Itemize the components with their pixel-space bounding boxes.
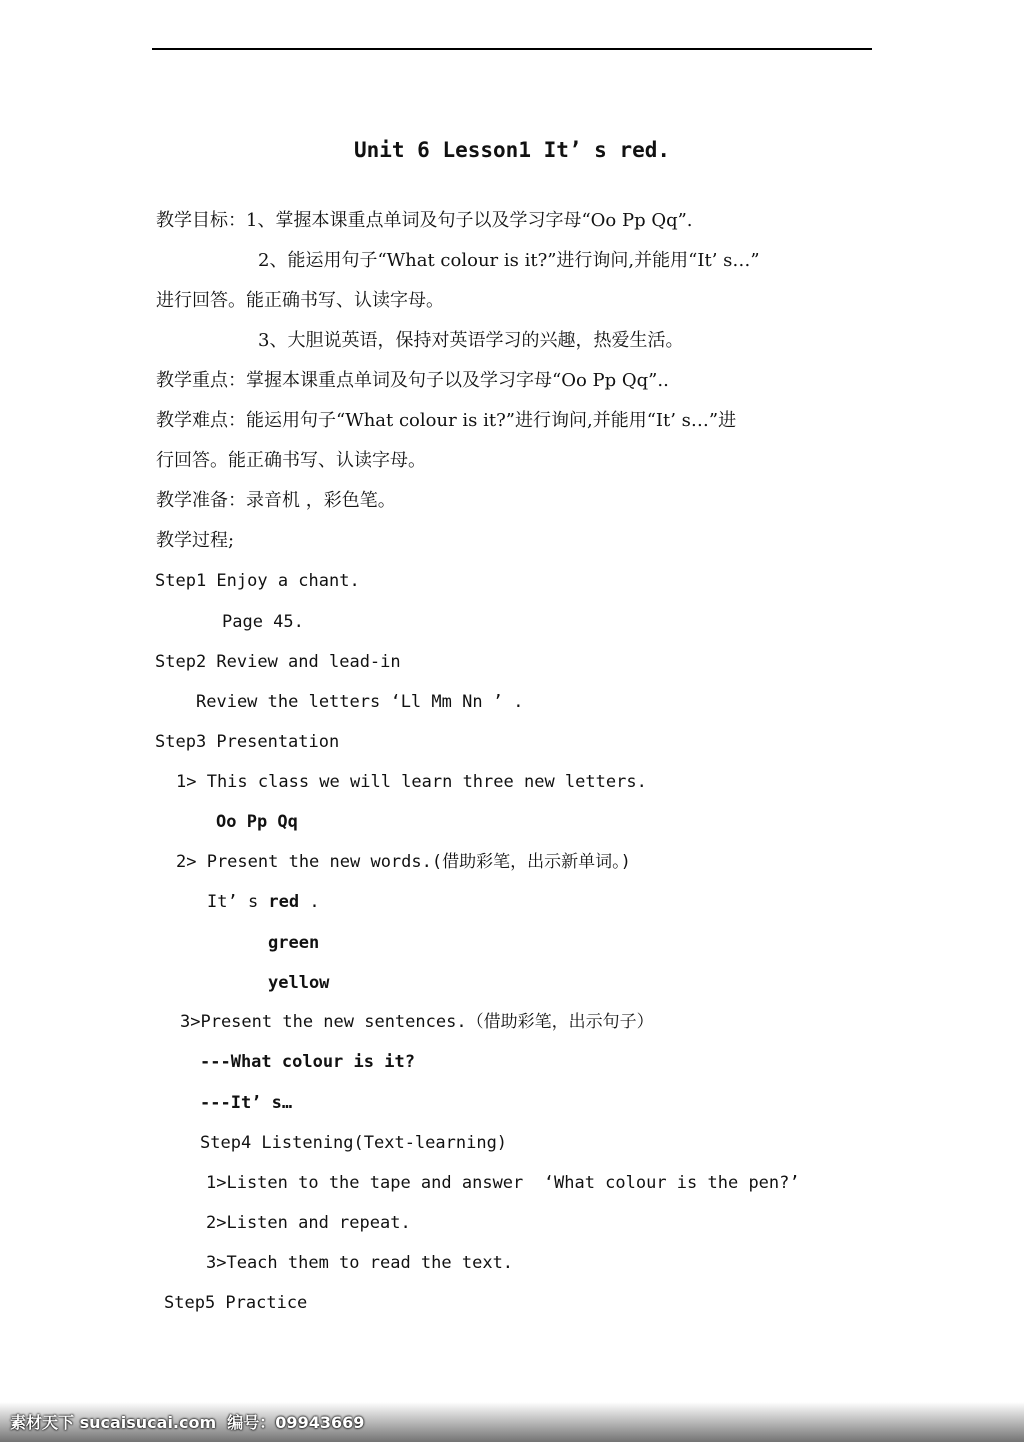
process-heading: 教学过程;	[156, 530, 235, 551]
step2-heading: Step2 Review and lead-in	[155, 652, 401, 672]
watermark-bar	[0, 1402, 1024, 1442]
new-letters: Oo Pp Qq	[216, 812, 298, 832]
period: .	[299, 892, 320, 912]
step3-item1: 1> This class we will learn three new letters.	[176, 772, 647, 792]
preparation: 教学准备：录音机 ，彩色笔。	[156, 490, 396, 511]
its-red-line	[207, 890, 320, 914]
word-red: red	[268, 892, 300, 912]
step4-item3: 3>Teach them to read the text.	[206, 1253, 514, 1273]
objective-1: 教学目标：1、掌握本课重点单词及句子以及学习字母“Oo Pp Qq”.	[156, 210, 693, 231]
word-green: green	[268, 933, 320, 953]
step4-item1: 1>Listen to the tape and answer ‘What colour is the pen?’	[206, 1173, 800, 1193]
objective-3: 3、大胆说英语，保持对英语学习的兴趣，热爱生活。	[258, 330, 684, 351]
objective-2-cont: 进行回答。能正确书写、认读字母。	[156, 290, 444, 311]
step1-heading: Step1 Enjoy a chant.	[155, 571, 360, 591]
key-points: 教学重点：掌握本课重点单词及句子以及学习字母“Oo Pp Qq”..	[156, 370, 669, 391]
step1-page: Page 45.	[222, 612, 304, 632]
its-prefix: It’ s	[207, 892, 269, 912]
word-yellow: yellow	[268, 973, 330, 993]
watermark-text: 素材天下 sucaisucai.com 编号：09943669	[10, 1413, 365, 1432]
document-title: Unit 6 Lesson1 It’ s red.	[353, 138, 671, 162]
answer-sentence: ---It’ s…	[200, 1093, 293, 1113]
step3-item3: 3>Present the new sentences.（借助彩笔，出示句子）	[180, 1012, 654, 1032]
step4-item2: 2>Listen and repeat.	[206, 1213, 411, 1233]
step2-review: Review the letters ‘Ll Mm Nn ’ .	[196, 692, 524, 712]
difficult-points: 教学难点：能运用句子“What colour is it?”进行询问,并能用“It’ s…”进	[156, 410, 737, 431]
question-sentence: ---What colour is it?	[200, 1052, 415, 1072]
difficult-points-cont: 行回答。能正确书写、认读字母。	[156, 450, 426, 471]
step3-heading: Step3 Presentation	[155, 732, 340, 752]
step3-item2: 2> Present the new words.(借助彩笔，出示新单词。)	[176, 852, 631, 872]
step4-heading: Step4 Listening(Text-learning)	[200, 1133, 508, 1153]
objective-2: 2、能运用句子“What colour is it?”进行询问,并能用“It’ s…”	[258, 250, 760, 271]
header-rule	[152, 48, 872, 50]
step5-heading: Step5 Practice	[164, 1293, 308, 1313]
